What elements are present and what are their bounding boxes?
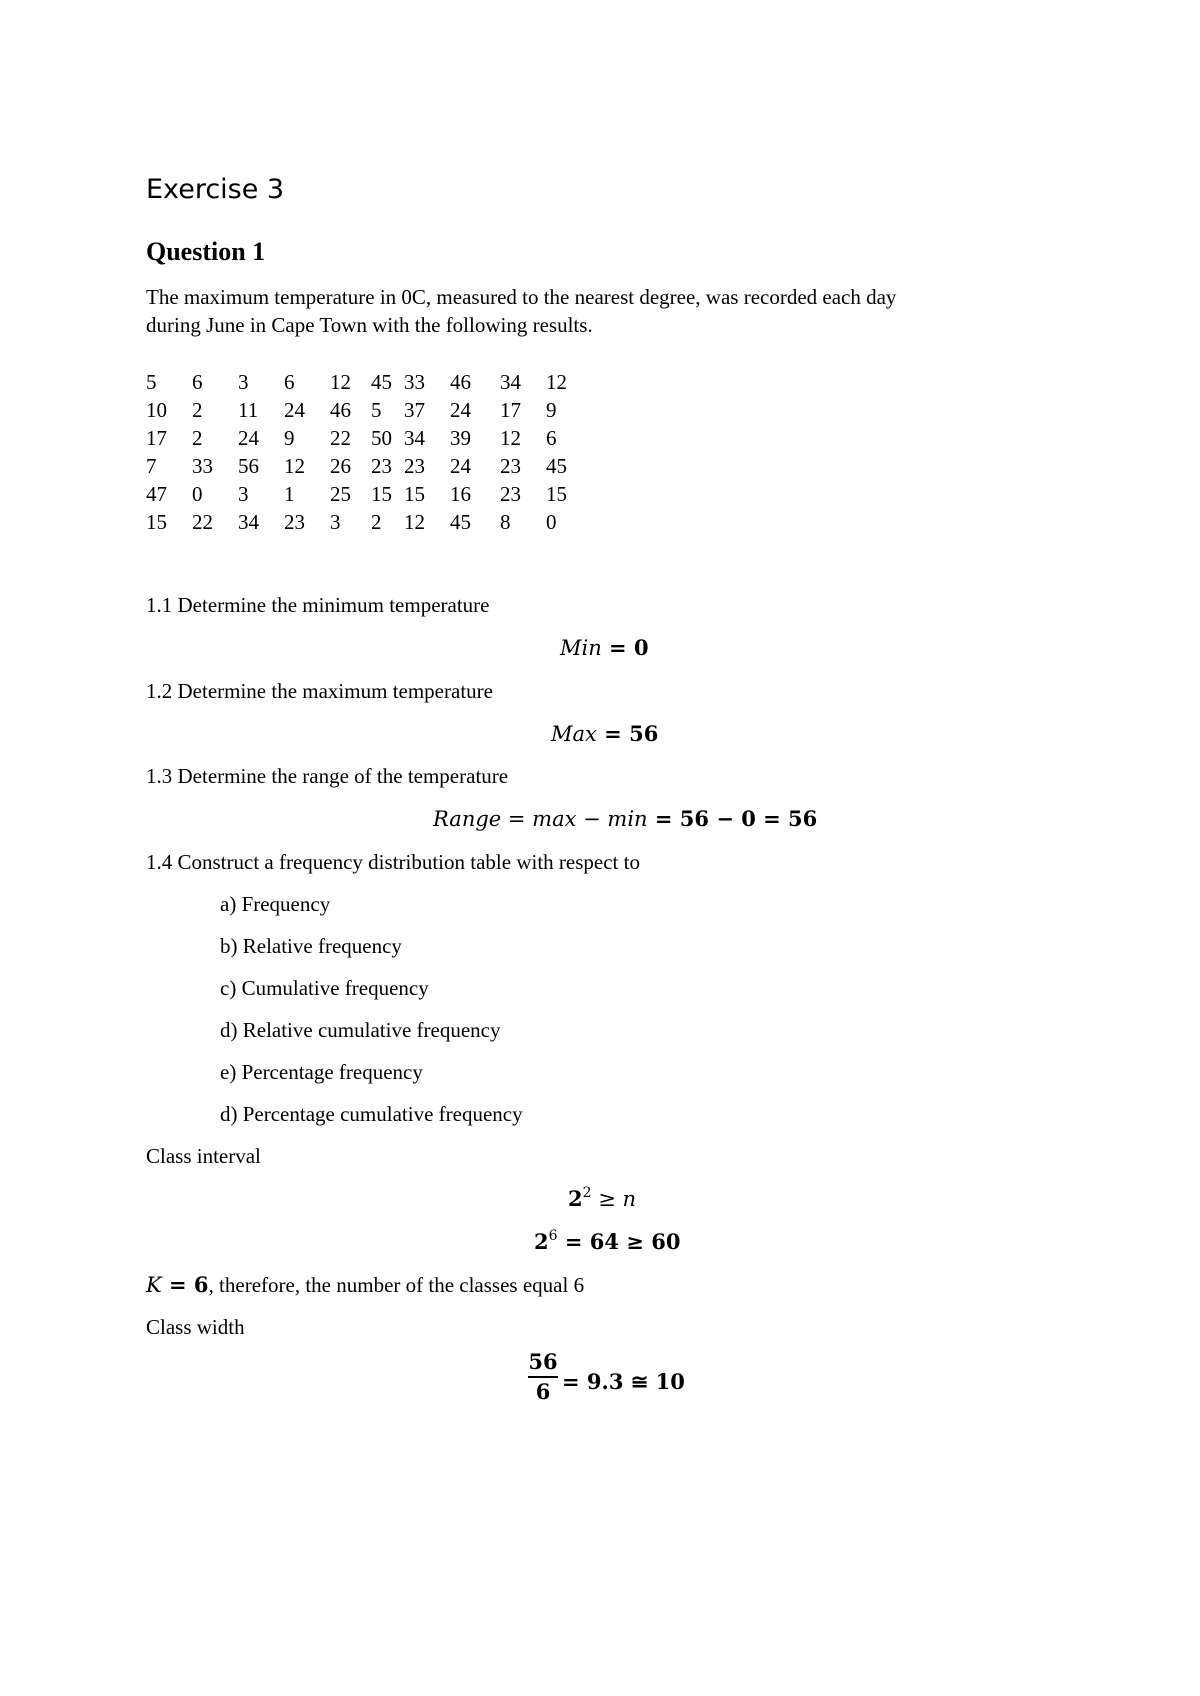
range-symbol: Range: [433, 807, 502, 831]
class-width-result: = 9.3 ≅ 10: [562, 1369, 685, 1394]
range-answer: [433, 805, 817, 833]
table-cell: 45: [546, 454, 567, 478]
range-value: = 56 − 0 = 56: [647, 806, 818, 831]
table-cell: 12: [500, 426, 521, 450]
table-cell: 12: [284, 454, 305, 478]
table-cell: 15: [146, 510, 167, 534]
table-cell: 2: [371, 510, 382, 534]
table-cell: 15: [371, 482, 392, 506]
table-row: [146, 480, 586, 508]
table-cell: 24: [284, 398, 305, 422]
table-cell: 12: [330, 370, 351, 394]
table-cell: 9: [546, 398, 557, 422]
k-number: 6: [573, 1273, 585, 1297]
table-cell: 26: [330, 454, 351, 478]
range-max-symbol: max: [532, 807, 577, 831]
question-1-1-prompt: 1.1 Determine the minimum temperature: [146, 593, 490, 617]
inequality-exponent: 2: [582, 1185, 592, 1201]
intro-paragraph: [146, 283, 1046, 339]
table-cell: 34: [404, 426, 425, 450]
table-cell: 17: [146, 426, 167, 450]
table-cell: 16: [450, 482, 471, 506]
table-cell: 24: [238, 426, 259, 450]
inequality-operator: ≥: [591, 1187, 623, 1211]
min-answer: [560, 634, 649, 662]
table-cell: 46: [450, 370, 471, 394]
table-cell: 7: [146, 454, 157, 478]
class-width-fraction: [528, 1350, 558, 1404]
calculation-base: 2: [534, 1229, 549, 1254]
min-value: = 0: [601, 635, 649, 660]
table-cell: 34: [500, 370, 521, 394]
table-cell: 0: [546, 510, 557, 534]
table-cell: 34: [238, 510, 259, 534]
table-row: [146, 424, 586, 452]
question-title: Question 1: [146, 237, 266, 266]
question-1-4-prompt: 1.4 Construct a frequency distribution table with respect to: [146, 850, 640, 874]
range-minus: −: [576, 807, 608, 831]
table-cell: 12: [404, 510, 425, 534]
table-cell: 45: [371, 370, 392, 394]
k-symbol: K: [146, 1273, 162, 1297]
k-text: , therefore, the number of the classes equal: [208, 1273, 574, 1297]
table-row: [146, 368, 586, 396]
calculation-exponent: 6: [548, 1228, 558, 1244]
table-cell: 33: [404, 370, 425, 394]
intro-line-2: during June in Cape Town with the following results.: [146, 313, 593, 337]
list-item-cumulative-frequency: c) Cumulative frequency: [220, 976, 429, 1000]
table-cell: 45: [450, 510, 471, 534]
k-value: = 6: [161, 1272, 209, 1297]
table-row: [146, 452, 586, 480]
table-cell: 2: [192, 398, 203, 422]
table-cell: 24: [450, 398, 471, 422]
table-cell: 15: [546, 482, 567, 506]
table-cell: 1: [284, 482, 295, 506]
class-count-statement: [146, 1271, 584, 1299]
class-interval-inequality: [568, 1185, 636, 1213]
table-cell: 33: [192, 454, 213, 478]
table-cell: 56: [238, 454, 259, 478]
table-cell: 12: [546, 370, 567, 394]
table-cell: 6: [192, 370, 203, 394]
class-interval-calculation: [534, 1228, 680, 1256]
table-cell: 22: [192, 510, 213, 534]
min-symbol: Min: [560, 636, 602, 660]
fraction-bar: [528, 1376, 558, 1378]
question-1-2-prompt: 1.2 Determine the maximum temperature: [146, 679, 493, 703]
table-cell: 11: [238, 398, 259, 422]
intro-line-1: The maximum temperature in 0C, measured to the nearest degree, was recorded each day: [146, 285, 897, 309]
temperature-data-table: [146, 368, 586, 536]
table-cell: 23: [284, 510, 305, 534]
class-interval-label: Class interval: [146, 1144, 261, 1168]
table-cell: 3: [238, 370, 249, 394]
table-cell: 24: [450, 454, 471, 478]
table-cell: 10: [146, 398, 167, 422]
max-answer: [551, 720, 658, 748]
table-cell: 23: [500, 454, 521, 478]
class-width-label: Class width: [146, 1315, 245, 1339]
table-cell: 17: [500, 398, 521, 422]
fraction-numerator: 56: [528, 1349, 558, 1374]
calculation-result: = 64 ≥ 60: [557, 1229, 681, 1254]
list-item-percentage-frequency: e) Percentage frequency: [220, 1060, 423, 1084]
table-cell: 37: [404, 398, 425, 422]
table-cell: 2: [192, 426, 203, 450]
table-cell: 25: [330, 482, 351, 506]
list-item-relative-frequency: b) Relative frequency: [220, 934, 402, 958]
table-cell: 6: [546, 426, 557, 450]
table-cell: 23: [404, 454, 425, 478]
table-cell: 46: [330, 398, 351, 422]
table-cell: 23: [500, 482, 521, 506]
table-cell: 15: [404, 482, 425, 506]
range-equals: =: [501, 807, 533, 831]
range-min-symbol: min: [607, 807, 648, 831]
table-cell: 6: [284, 370, 295, 394]
list-item-frequency: a) Frequency: [220, 892, 331, 916]
table-row: [146, 396, 586, 424]
list-item-percentage-cumulative-frequency: d) Percentage cumulative frequency: [220, 1102, 523, 1126]
max-value: = 56: [596, 721, 659, 746]
table-cell: 9: [284, 426, 295, 450]
inequality-variable: n: [622, 1187, 637, 1211]
table-cell: 5: [371, 398, 382, 422]
table-row: [146, 508, 586, 536]
table-cell: 3: [238, 482, 249, 506]
table-cell: 3: [330, 510, 341, 534]
table-cell: 39: [450, 426, 471, 450]
list-item-relative-cumulative-frequency: d) Relative cumulative frequency: [220, 1018, 501, 1042]
table-cell: 8: [500, 510, 511, 534]
table-cell: 22: [330, 426, 351, 450]
table-cell: 47: [146, 482, 167, 506]
exercise-heading: Exercise 3: [146, 174, 285, 205]
table-cell: 5: [146, 370, 157, 394]
question-1-3-prompt: 1.3 Determine the range of the temperature: [146, 764, 509, 788]
fraction-denominator: 6: [535, 1379, 551, 1404]
inequality-base: 2: [568, 1186, 583, 1211]
table-cell: 0: [192, 482, 203, 506]
max-symbol: Max: [551, 722, 597, 746]
table-cell: 23: [371, 454, 392, 478]
table-cell: 50: [371, 426, 392, 450]
